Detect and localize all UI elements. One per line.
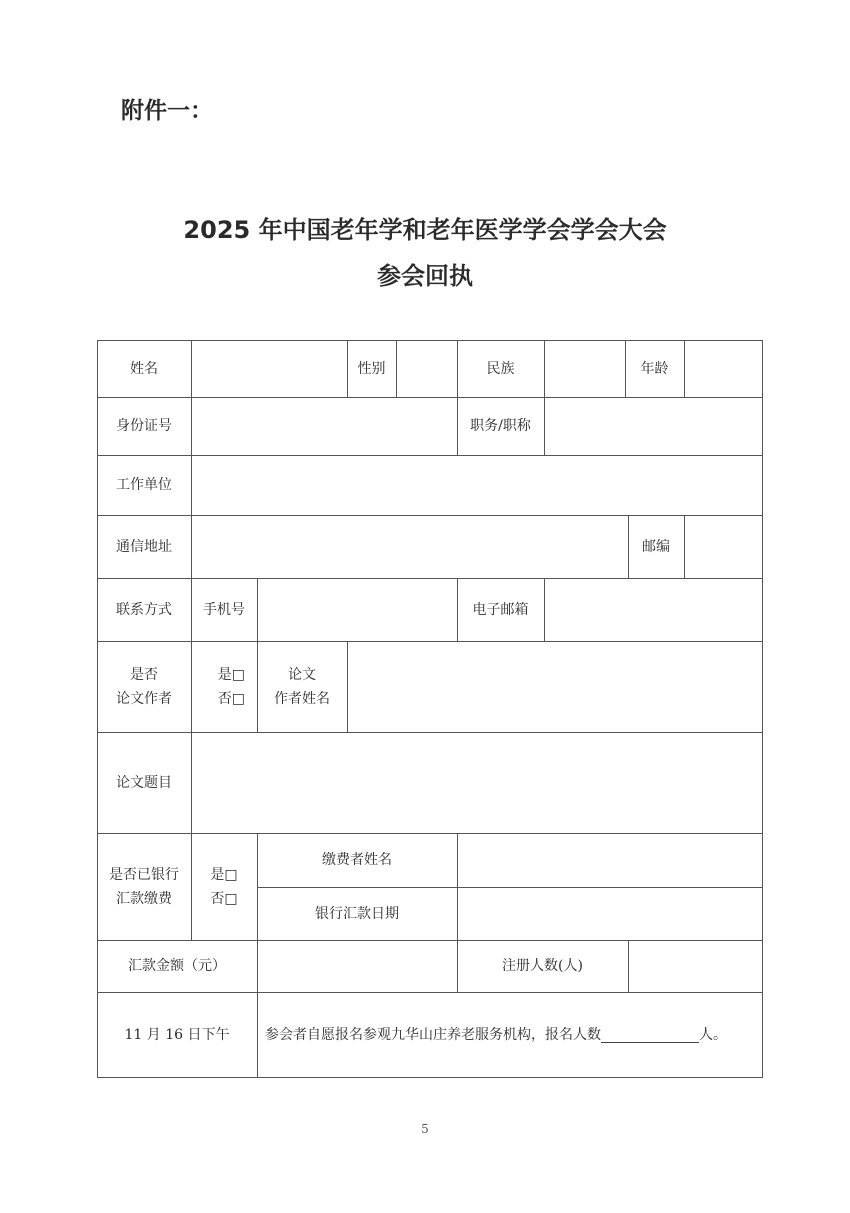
name-field[interactable] (191, 340, 347, 397)
label-author-name-line2: 作者姓名 (274, 690, 330, 707)
amount-field[interactable] (257, 940, 457, 992)
label-payer-name: 缴费者姓名 (322, 852, 392, 868)
label-name: 姓名 (130, 360, 158, 377)
label-ethnicity: 民族 (486, 360, 515, 377)
gender-field[interactable] (396, 340, 457, 397)
position-title-field[interactable] (544, 397, 762, 455)
label-postcode: 邮编 (642, 538, 670, 555)
author-no-checkbox[interactable]: 否□ (217, 690, 245, 707)
label-is-author-line1: 是否 (130, 666, 158, 683)
label-author-name-line1: 论文 (288, 666, 316, 683)
label-id-number: 身份证号 (116, 418, 172, 434)
registrants-field[interactable] (628, 940, 762, 992)
label-mail-address: 通信地址 (116, 538, 172, 555)
mobile-field[interactable] (257, 578, 457, 641)
label-email: 电子邮箱 (472, 601, 529, 618)
annex-label: 附件一： (121, 98, 213, 124)
label-age: 年龄 (640, 360, 669, 377)
label-author-name (257, 641, 347, 732)
label-transfer-date: 银行汇款日期 (315, 905, 399, 922)
label-is-author (97, 641, 191, 732)
label-visit-time: 11 月 16 日下午 (124, 1026, 230, 1043)
email-field[interactable] (544, 578, 762, 641)
label-gender: 性别 (357, 360, 386, 377)
label-paid-line2: 汇款缴费 (116, 890, 172, 907)
label-contact: 联系方式 (116, 601, 172, 618)
label-work-unit: 工作单位 (116, 477, 172, 493)
mail-address-field[interactable] (191, 515, 628, 578)
work-unit-field[interactable] (191, 455, 762, 515)
author-name-field[interactable] (347, 641, 762, 732)
payer-name-field[interactable] (457, 833, 762, 887)
visit-unit: 人。 (699, 1026, 727, 1043)
label-registrants: 注册人数(人) (502, 958, 583, 974)
visit-count-blank[interactable] (601, 1026, 699, 1043)
table-border-bottom (97, 1077, 763, 1078)
postcode-field[interactable] (684, 515, 762, 578)
paper-title-field[interactable] (191, 732, 762, 833)
age-field[interactable] (684, 340, 762, 397)
visit-signup (257, 992, 762, 1077)
author-yes-no-options (191, 641, 257, 732)
label-amount: 汇款金额（元） (128, 958, 226, 974)
ethnicity-field[interactable] (544, 340, 625, 397)
page-number: 5 (421, 1122, 429, 1136)
paid-yes-no-options (191, 833, 257, 940)
document-title: 2025 年中国老年学和老年医学学会学会大会 (183, 216, 667, 244)
paid-no-checkbox[interactable]: 否□ (210, 890, 238, 907)
document-subtitle: 参会回执 (377, 262, 473, 290)
id-number-field[interactable] (191, 397, 457, 455)
label-mobile: 手机号 (203, 601, 245, 618)
label-is-author-line2: 论文作者 (116, 690, 172, 707)
label-paid-line1: 是否已银行 (109, 866, 179, 883)
author-yes-checkbox[interactable]: 是□ (217, 666, 245, 683)
transfer-date-field[interactable] (457, 887, 762, 940)
table-border-right (762, 340, 763, 1078)
label-paid (97, 833, 191, 940)
label-paper-title: 论文题目 (116, 774, 172, 791)
visit-text: 参会者自愿报名参观九华山庄养老服务机构，报名人数 (265, 1026, 601, 1043)
paid-yes-checkbox[interactable]: 是□ (210, 866, 238, 883)
label-position-title: 职务/职称 (470, 418, 531, 434)
